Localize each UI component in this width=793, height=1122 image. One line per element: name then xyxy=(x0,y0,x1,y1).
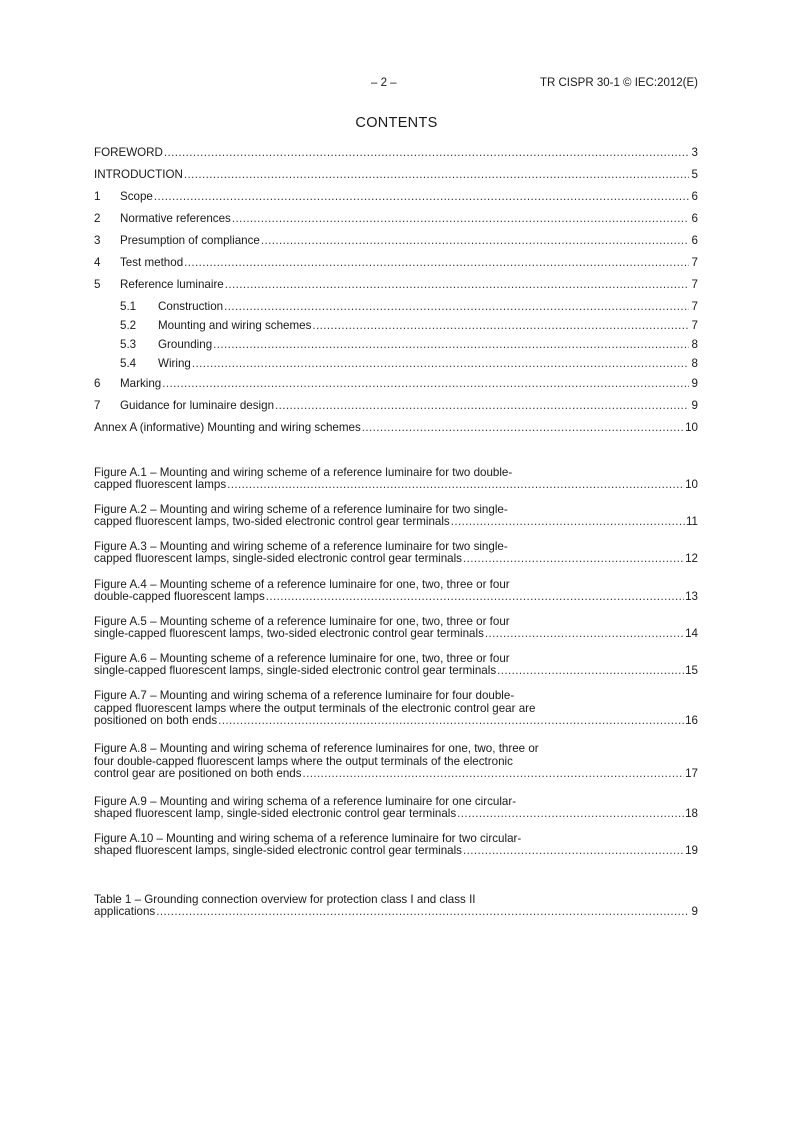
toc-entry-number: 5.4 xyxy=(120,357,137,370)
leader-dots xyxy=(303,767,685,781)
leader-dots xyxy=(162,377,689,391)
toc-table-line: applications xyxy=(94,905,156,918)
toc-figure-line: positioned on both ends xyxy=(94,714,218,727)
toc-entry-text: Construction xyxy=(158,300,224,313)
toc-entry-number: 5.2 xyxy=(120,319,137,332)
toc-entry-number: 1 xyxy=(94,190,101,203)
toc-figure-a4[interactable] xyxy=(94,578,698,604)
toc-figure-line: four double-capped fluorescent lamps where the output terminals of the electronic xyxy=(94,755,513,768)
toc-entry-page: 7 xyxy=(691,300,698,313)
toc-figure-page: 12 xyxy=(685,552,698,565)
toc-entry-text: Test method xyxy=(120,256,184,269)
leader-dots xyxy=(261,234,689,248)
toc-entry-number: 5.3 xyxy=(120,338,137,351)
toc-figure-line: Figure A.5 – Mounting scheme of a reference luminaire for one, two, three or four xyxy=(94,615,510,628)
toc-figure-a6[interactable] xyxy=(94,652,698,678)
toc-entry-text: Wiring xyxy=(158,357,191,370)
toc-figure-line: capped fluorescent lamps, single-sided electronic control gear terminals xyxy=(94,552,462,565)
toc-entry-presumption[interactable] xyxy=(94,234,698,248)
toc-figure-a2[interactable] xyxy=(94,503,698,529)
leader-dots xyxy=(275,399,689,413)
toc-figure-line: shaped fluorescent lamp, single-sided electronic control gear terminals xyxy=(94,807,457,820)
toc-entry-reference-luminaire[interactable] xyxy=(94,278,698,292)
toc-figure-line: single-capped fluorescent lamps, two-sided electronic control gear terminals xyxy=(94,627,484,640)
toc-entry-construction[interactable] xyxy=(120,300,698,314)
toc-figure-a9[interactable] xyxy=(94,795,698,821)
toc-entry-text: INTRODUCTION xyxy=(94,168,183,181)
toc-entry-normative-references[interactable] xyxy=(94,212,698,226)
toc-entry-page: 8 xyxy=(691,357,698,370)
toc-entry-number: 7 xyxy=(94,399,101,412)
leader-dots xyxy=(224,300,689,314)
toc-figure-line: control gear are positioned on both ends xyxy=(94,767,302,780)
toc-entry-text: Mounting and wiring schemes xyxy=(158,319,312,332)
toc-entry-page: 9 xyxy=(691,399,698,412)
toc-entry-text: Scope xyxy=(120,190,153,203)
toc-entry-page: 6 xyxy=(691,234,698,247)
toc-entry-number: 3 xyxy=(94,234,101,247)
toc-entry-page: 5 xyxy=(691,168,698,181)
toc-entry-page: 7 xyxy=(691,256,698,269)
toc-figure-line: capped fluorescent lamps, two-sided electronic control gear terminals xyxy=(94,515,450,528)
toc-figure-line: Figure A.8 – Mounting and wiring schema of reference luminaires for one, two, three or xyxy=(94,742,539,755)
leader-dots xyxy=(164,146,689,160)
toc-figure-line: Figure A.2 – Mounting and wiring scheme of a reference luminaire for two single- xyxy=(94,503,508,516)
toc-entry-page: 8 xyxy=(691,338,698,351)
toc-entry-number: 5.1 xyxy=(120,300,137,313)
toc-figure-page: 13 xyxy=(685,590,698,603)
toc-figure-line: Figure A.10 – Mounting and wiring schema of a reference luminaire for two circular- xyxy=(94,832,522,845)
toc-table-page: 9 xyxy=(691,905,698,918)
toc-entry-page: 3 xyxy=(691,146,698,159)
toc-figure-a10[interactable] xyxy=(94,832,698,858)
toc-entry-page: 9 xyxy=(691,377,698,390)
toc-figure-a8[interactable] xyxy=(94,742,698,781)
toc-figure-line: single-capped fluorescent lamps, single-sided electronic control gear terminals xyxy=(94,664,497,677)
toc-entry-page: 7 xyxy=(691,278,698,291)
leader-dots xyxy=(463,844,684,858)
toc-figure-page: 15 xyxy=(685,664,698,677)
toc-figure-page: 19 xyxy=(685,844,698,857)
toc-figure-line: Figure A.6 – Mounting scheme of a reference luminaire for one, two, three or four xyxy=(94,652,510,665)
toc-figure-line: capped fluorescent lamps xyxy=(94,478,227,491)
toc-entry-text: Normative references xyxy=(120,212,231,225)
toc-figure-page: 18 xyxy=(685,807,698,820)
toc-figure-page: 10 xyxy=(685,478,698,491)
toc-entry-text: Reference luminaire xyxy=(120,278,224,291)
toc-entry-page: 10 xyxy=(685,421,698,434)
toc-entry-number: 6 xyxy=(94,377,101,390)
leader-dots xyxy=(227,478,684,492)
contents-title: CONTENTS xyxy=(355,115,438,131)
toc-figure-line: Figure A.3 – Mounting and wiring scheme of a reference luminaire for two single- xyxy=(94,540,508,553)
toc-entry-text: Grounding xyxy=(158,338,213,351)
toc-entry-page: 6 xyxy=(691,190,698,203)
leader-dots xyxy=(225,278,689,292)
toc-entry-mounting-wiring[interactable] xyxy=(120,319,698,333)
toc-entry-number: 2 xyxy=(94,212,101,225)
toc-figure-line: double-capped fluorescent lamps xyxy=(94,590,265,603)
leader-dots xyxy=(463,552,684,566)
leader-dots xyxy=(154,190,689,204)
toc-figure-a3[interactable] xyxy=(94,540,698,566)
leader-dots xyxy=(218,714,684,728)
toc-figure-line: Figure A.9 – Mounting and wiring schema of a reference luminaire for one circular- xyxy=(94,795,517,808)
toc-entry-wiring[interactable] xyxy=(120,357,698,371)
leader-dots xyxy=(266,590,684,604)
toc-figure-line: Figure A.7 – Mounting and wiring schema of a reference luminaire for four double- xyxy=(94,689,515,702)
toc-entry-number: 5 xyxy=(94,278,101,291)
toc-entry-number: 4 xyxy=(94,256,101,269)
toc-figure-page: 17 xyxy=(685,767,698,780)
leader-dots xyxy=(184,168,689,182)
toc-figure-a5[interactable] xyxy=(94,615,698,641)
toc-entry-text: FOREWORD xyxy=(94,146,163,159)
toc-entry-page: 7 xyxy=(691,319,698,332)
toc-figure-line: shaped fluorescent lamps, single-sided electronic control gear terminals xyxy=(94,844,462,857)
toc-entry-introduction[interactable] xyxy=(94,168,698,182)
toc-entry-text: Annex A (informative) Mounting and wiring schemes xyxy=(94,421,361,434)
toc-entry-annex-a[interactable] xyxy=(94,421,698,435)
toc-figure-page: 16 xyxy=(685,714,698,727)
toc-figure-page: 11 xyxy=(685,515,698,528)
leader-dots xyxy=(184,256,689,270)
leader-dots xyxy=(232,212,689,226)
leader-dots xyxy=(362,421,684,435)
leader-dots xyxy=(156,905,689,919)
page-number: – 2 – xyxy=(371,77,397,89)
leader-dots xyxy=(312,319,689,333)
toc-table-line: Table 1 – Grounding connection overview for protection class I and class II xyxy=(94,893,476,906)
toc-figure-line: Figure A.1 – Mounting and wiring scheme of a reference luminaire for two double- xyxy=(94,466,513,479)
toc-entry-test-method[interactable] xyxy=(94,256,698,270)
toc-entry-foreword[interactable] xyxy=(94,146,698,160)
toc-entry-text: Guidance for luminaire design xyxy=(120,399,275,412)
leader-dots xyxy=(485,627,684,641)
page-header xyxy=(0,77,793,93)
toc-figure-page: 14 xyxy=(685,627,698,640)
leader-dots xyxy=(457,807,684,821)
toc-figure-a1[interactable] xyxy=(94,466,698,492)
toc-entry-text: Marking xyxy=(120,377,162,390)
leader-dots xyxy=(451,515,685,529)
toc-entry-marking[interactable] xyxy=(94,377,698,391)
leader-dots xyxy=(213,338,689,352)
toc-entry-text: Presumption of compliance xyxy=(120,234,260,247)
toc-figure-line: capped fluorescent lamps where the output terminals of the electronic control gear are xyxy=(94,702,536,715)
leader-dots xyxy=(497,664,684,678)
leader-dots xyxy=(192,357,689,371)
toc-entry-guidance[interactable] xyxy=(94,399,698,413)
toc-table-1[interactable] xyxy=(94,893,698,919)
standard-reference: TR CISPR 30-1 © IEC:2012(E) xyxy=(539,77,698,89)
toc-figure-a7[interactable] xyxy=(94,689,698,728)
toc-figure-line: Figure A.4 – Mounting scheme of a reference luminaire for one, two, three or four xyxy=(94,578,510,591)
toc-entry-page: 6 xyxy=(691,212,698,225)
toc-entry-scope[interactable] xyxy=(94,190,698,204)
toc-entry-grounding[interactable] xyxy=(120,338,698,352)
